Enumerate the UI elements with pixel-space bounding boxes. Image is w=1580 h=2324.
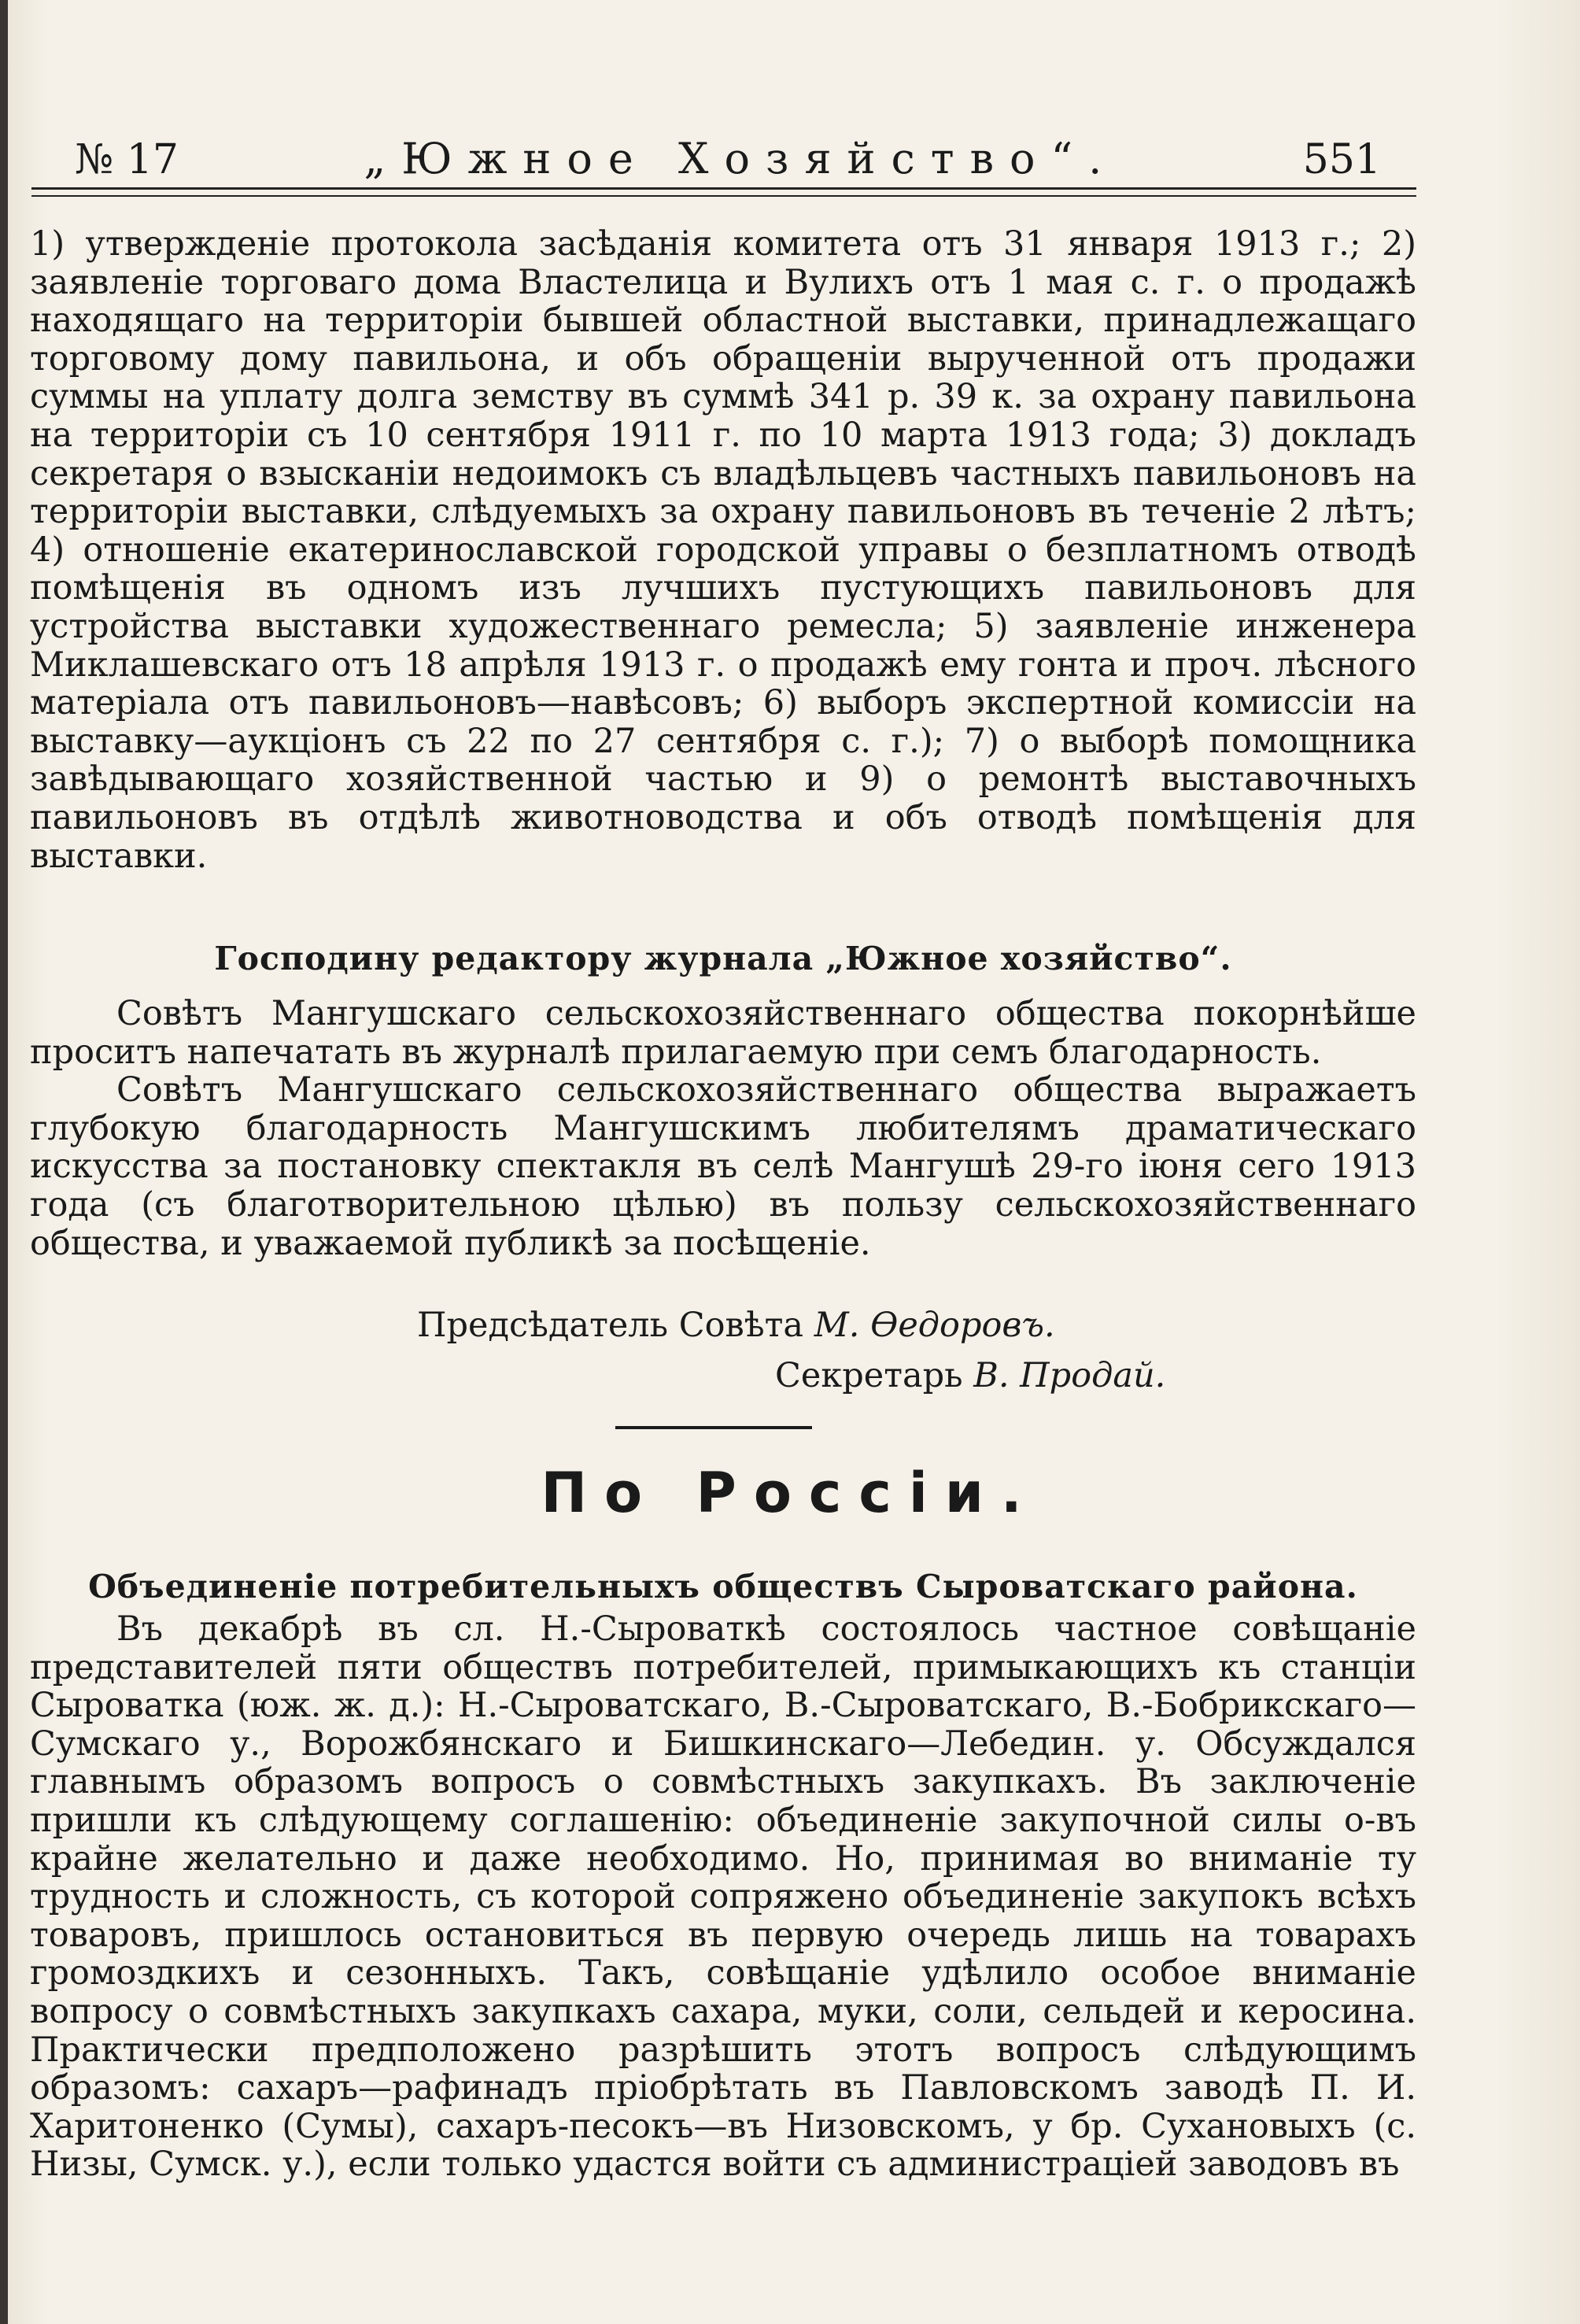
page-binding-edge: [0, 0, 8, 2324]
header-rule-bottom: [31, 195, 1416, 197]
secretary-label: Секретарь: [775, 1356, 963, 1395]
section-title: По Россіи.: [541, 1461, 1039, 1525]
header-rule-top: [31, 187, 1416, 190]
running-header: [75, 134, 1381, 189]
agenda-text: 1) утвержденіе протокола засѣданія комитета отъ 31 января 1913 г.; 2) заявленіе торговаго дома Властелица и Вулихъ отъ 1 мая с. г. о продажѣ находящаго на территоріи бывшей областной выставки, принадлежащаго торговому дому павильона, и объ обращеніи вырученной отъ продажи суммы на уплату долга земству въ суммѣ 341 р. 39 к. за охрану павильона на территоріи съ 10 сентября 1911 г. по 10 марта 1913 года; 3) докладъ секретаря о взысканіи недоимокъ съ владѣльцевъ частныхъ павильоновъ на территоріи выставки, слѣдуемыхъ за охрану павильоновъ въ теченіе 2 лѣтъ; 4) отношеніе екатеринославской городской управы о безплатномъ отводѣ помѣщенія въ одномъ изъ лучшихъ пустующихъ павильоновъ для устройства выставки художественнаго ремесла; 5) заявленіе инженера Миклашевскаго отъ 18 апрѣля 1913 г. о продажѣ ему гонта и проч. лѣсного матеріала отъ павильоновъ—навѣсовъ; 6) выборъ экспертной комиссіи на выставку—аукціонъ съ 22 по 27 сентября с. г.); 7) о выборѣ помощника завѣдывающаго хозяйственной частью и 9) о ремонтѣ выставочныхъ павильоновъ въ отдѣлѣ животноводства и объ отводѣ помѣщенія для выставки.: [30, 224, 1416, 876]
agenda-paragraph: [30, 225, 1416, 875]
letter-paragraph-2: Совѣтъ Мангушскаго сельскохозяйственнаго общества выражаетъ глубокую благодарность Мангушскимъ любителямъ драматическаго искусства за постановку спектакля въ селѣ Мангушѣ 29-го іюня сего 1913 года (съ благотворительною цѣлью) въ пользу сельскохозяйственнаго общества, и уважаемой публикѣ за посѣщеніе.: [30, 1070, 1416, 1263]
letter-heading: Господину редактору журнала „Южное хозяйство“.: [214, 940, 1232, 977]
journal-title: „Южное Хозяйство“.: [364, 134, 1118, 183]
article-body: [30, 1610, 1416, 2184]
secretary-signature: [775, 1354, 1165, 1398]
chair-name: М. Ѳедоровъ.: [814, 1306, 1055, 1345]
section-divider: [615, 1426, 812, 1429]
chair-signature: [417, 1303, 1055, 1347]
page-number: 551: [1302, 136, 1381, 183]
article-heading: Объединеніе потребительныхъ обществъ Сыроватскаго района.: [88, 1568, 1358, 1605]
letter-body: [30, 995, 1416, 1262]
secretary-name: В. Продай.: [973, 1356, 1166, 1395]
issue-number: № 17: [75, 136, 179, 183]
letter-paragraph-1: Совѣтъ Мангушскаго сельскохозяйственнаго общества покорнѣйше проситъ напечатать въ журналѣ прилагаемую при семъ благодарность.: [30, 994, 1416, 1072]
chair-label: Предсѣдатель Совѣта: [417, 1306, 804, 1345]
article-paragraph: Въ декабрѣ въ сл. Н.-Сыроваткѣ состоялось частное совѣщаніе представителей пяти обществъ потребителей, примыкающихъ къ станціи Сыроватка (юж. ж. д.): Н.-Сыроватскаго, В.-Сыроватскаго, В.-Бобрикскаго—Сумскаго у., Ворожбянскаго и Бишкинскаго—Лебедин. у. Обсуждался главнымъ образомъ вопросъ о совмѣстныхъ закупкахъ. Въ заключеніе пришли къ слѣдующему соглашенію: объединеніе закупочной силы о-въ крайне желательно и даже необходимо. Но, принимая во вниманіе ту трудность и сложность, съ которой сопряжено объединеніе закупокъ всѣхъ товаровъ, пришлось остановиться въ первую очередь лишь на товарахъ громоздкихъ и сезонныхъ. Такъ, совѣщаніе удѣлило особое вниманіе вопросу о совмѣстныхъ закупкахъ сахара, муки, соли, сельдей и керосина. Практически предположено разрѣшить этотъ вопросъ слѣдующимъ образомъ: сахаръ—рафинадъ пріобрѣтать въ Павловскомъ заводѣ П. И. Харитоненко (Сумы), сахаръ-песокъ—въ Низовскомъ, у бр. Сухановыхъ (с. Низы, Сумск. у.), если только удастся войти съ администраціей заводовъ въ: [30, 1609, 1416, 2185]
